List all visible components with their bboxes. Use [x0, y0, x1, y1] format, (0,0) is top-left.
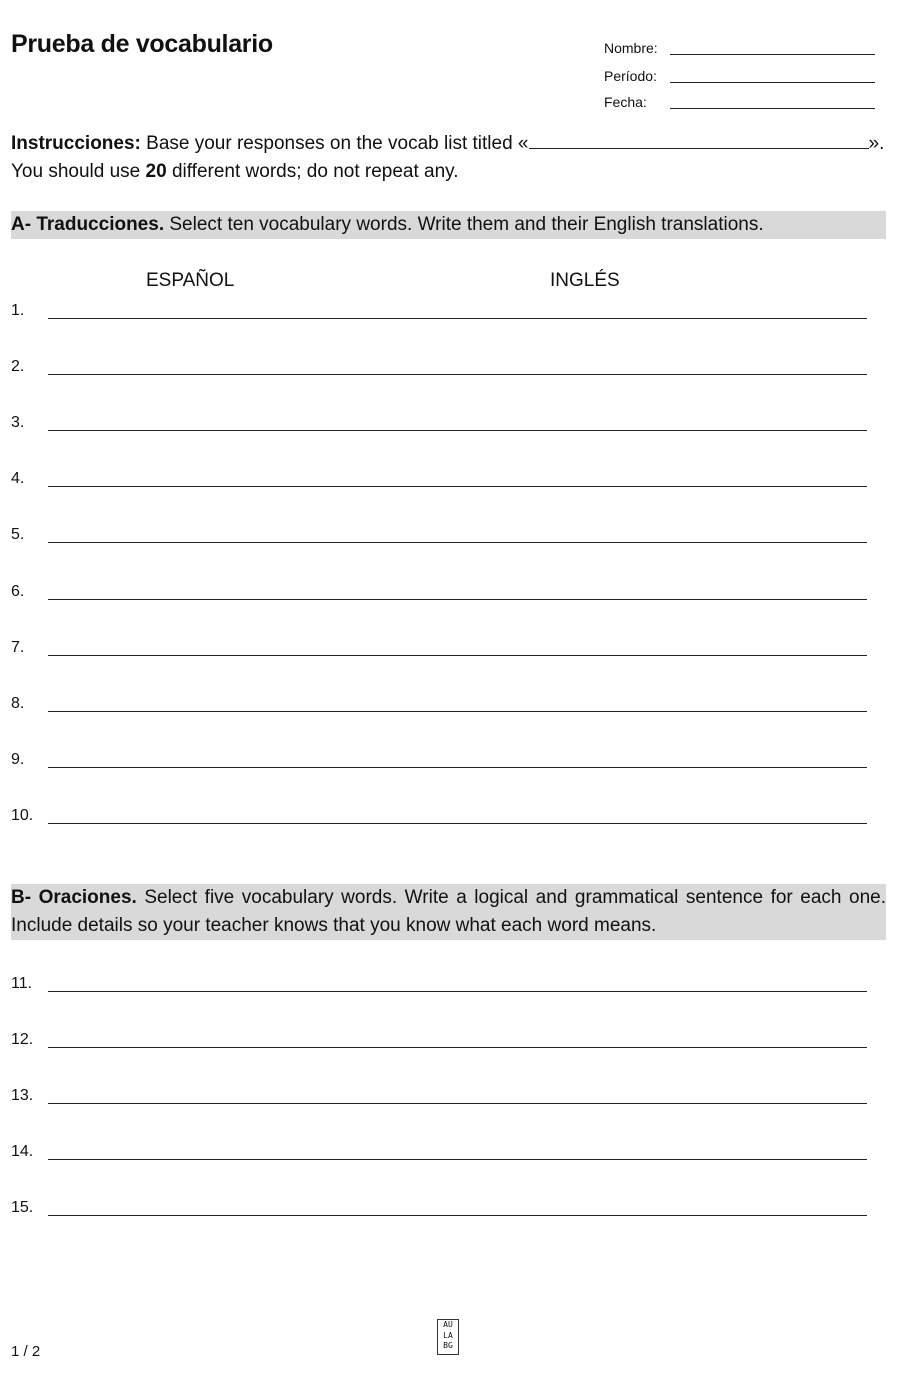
sentence-item-number: 14.	[11, 1143, 34, 1160]
translation-item-number: 3.	[11, 414, 25, 432]
sentence-item-answer-line[interactable]	[48, 1159, 867, 1160]
sentence-item-number: 11.	[11, 975, 33, 992]
translation-item-number: 6.	[11, 582, 25, 600]
name-label: Nombre:	[604, 40, 658, 56]
column-english: INGLÉS	[550, 270, 620, 291]
page-title: Prueba de vocabulario	[11, 30, 273, 58]
sentence-item-answer-line[interactable]	[48, 1103, 867, 1104]
translation-item-answer-line[interactable]	[48, 711, 867, 712]
section-b-header	[11, 884, 886, 940]
page-number: 1 / 2	[11, 1343, 41, 1360]
section-a-label: A- Traducciones.	[11, 214, 165, 235]
sentence-item-answer-line[interactable]	[48, 991, 867, 992]
translation-item-number: 8.	[11, 694, 25, 712]
translation-item-answer-line[interactable]	[48, 542, 867, 543]
section-b-text: Select five vocabulary words. Write a logical and grammatical sentence for each one. Include details so your teacher knows that you know what each word means.	[11, 887, 886, 936]
translation-item-number: 9.	[11, 750, 25, 768]
instructions-text2a: You should use	[11, 161, 146, 182]
sentence-item-answer-line[interactable]	[48, 1215, 867, 1216]
date-field-line[interactable]	[670, 108, 875, 109]
translation-item-answer-line[interactable]	[48, 767, 867, 768]
translation-item-number: 1.	[11, 302, 25, 319]
section-b-label: B- Oraciones.	[11, 887, 137, 908]
section-a-text: Select ten vocabulary words. Write them and their English translations.	[164, 214, 764, 235]
period-label: Período:	[604, 68, 657, 84]
translation-item-number: 7.	[11, 638, 25, 656]
column-spanish: ESPAÑOL	[146, 270, 235, 291]
translation-item-answer-line[interactable]	[48, 599, 867, 600]
translation-item-answer-line[interactable]	[48, 374, 867, 375]
date-label: Fecha:	[604, 94, 647, 110]
sentence-item-answer-line[interactable]	[48, 1047, 867, 1048]
translation-item-number: 5.	[11, 526, 25, 544]
instructions-text-end: ».	[868, 133, 885, 154]
name-field-line[interactable]	[670, 54, 875, 55]
translation-item-number: 4.	[11, 470, 25, 488]
translation-item-answer-line[interactable]	[48, 655, 867, 656]
instructions	[11, 130, 891, 186]
translation-item-answer-line[interactable]	[48, 486, 867, 487]
word-count: 20	[145, 161, 167, 182]
translation-item-answer-line[interactable]	[48, 430, 867, 431]
sentence-item-number: 12.	[11, 1031, 34, 1048]
vocab-list-title-blank[interactable]	[529, 130, 869, 149]
translation-item-answer-line[interactable]	[48, 318, 867, 319]
logo: AU LA BG	[437, 1319, 459, 1355]
section-a-header	[11, 211, 886, 239]
instructions-text2b: different words; do not repeat any.	[166, 161, 459, 182]
sentence-item-number: 15.	[11, 1199, 34, 1216]
translation-item-number: 10.	[11, 806, 34, 824]
instructions-text: Base your responses on the vocab list titled «	[146, 133, 529, 154]
period-field-line[interactable]	[670, 82, 875, 83]
instructions-label: Instrucciones:	[11, 133, 141, 154]
translation-item-number: 2.	[11, 358, 25, 376]
sentence-item-number: 13.	[11, 1087, 34, 1104]
translation-item-answer-line[interactable]	[48, 823, 867, 824]
